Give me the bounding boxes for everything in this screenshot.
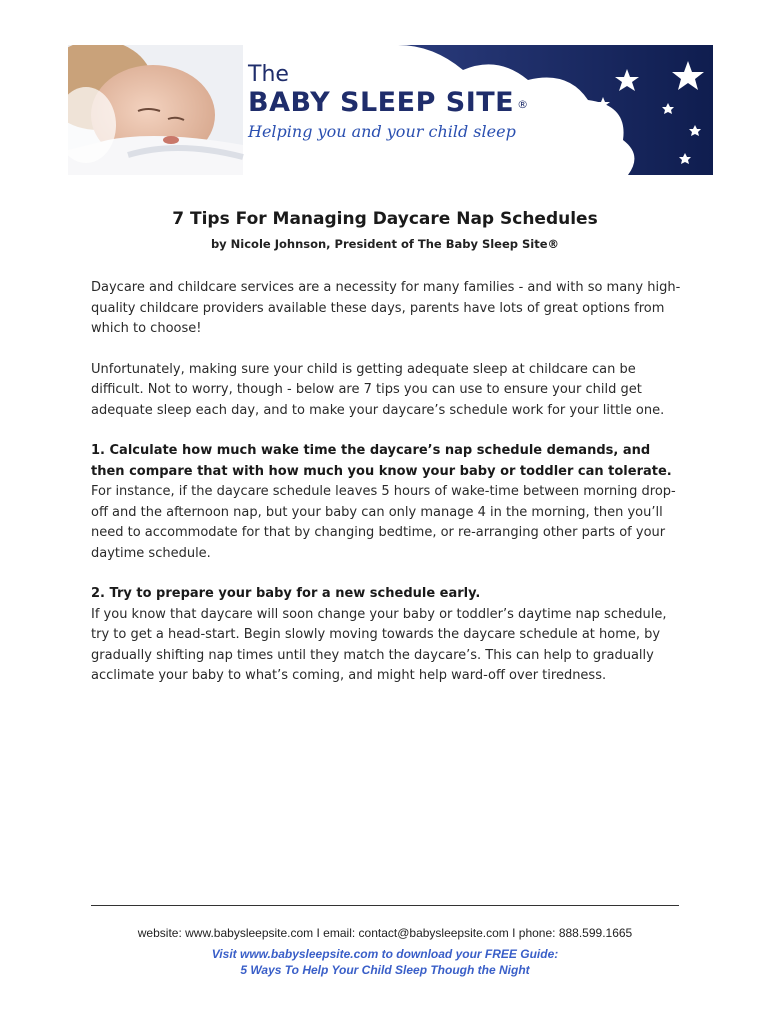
sleeping-baby-photo bbox=[68, 45, 243, 175]
article-body bbox=[91, 278, 687, 707]
tip-2-body: If you know that daycare will soon change your baby or toddler’s daytime nap schedule, try to get a head-start. Begin slowly moving towards the daycare schedule at home, by gradually shifting nap times until they match the daycare’s. This can help to gradually acclimate your baby to what’s coming, and might help ward-off over tiredness. bbox=[91, 606, 667, 683]
intro-paragraph-2: Unfortunately, making sure your child is getting adequate sleep at childcare can be difficult. Not to worry, though - below are 7 tips you can use to ensure your child get adequate sleep each day, and to make your daycare’s schedule work for your little one. bbox=[91, 361, 665, 418]
footer-contact: website: www.babysleepsite.com I email: contact@babysleepsite.com I phone: 888.599.1665 bbox=[137, 926, 633, 940]
promo-line-1: Visit www.babysleepsite.com to download your FREE Guide: bbox=[211, 947, 559, 961]
intro-paragraph-1: Daycare and childcare services are a necessity for many families - and with so many high-quality childcare providers available these days, parents have lots of great options from which to choose! bbox=[91, 280, 681, 336]
tip-1-heading: 1. Calculate how much wake time the daycare’s nap schedule demands, and then compare that with how much you know your baby or toddler can tolerate. bbox=[91, 443, 672, 479]
brand-tagline: Helping you and your child sleep bbox=[248, 122, 516, 141]
brand-logo bbox=[248, 63, 529, 143]
registered-mark: ® bbox=[517, 98, 529, 111]
footer-promo bbox=[0, 946, 770, 978]
tip-2 bbox=[91, 584, 687, 687]
tip-1-body: For instance, if the daycare schedule leaves 5 hours of wake-time between morning drop-off and the afternoon nap, but your baby can only manage 4 in the morning, then you’ll need to accommodate for that by changing bedtime, or re-arranging other parts of your daytime schedule. bbox=[91, 484, 676, 561]
article-title: 7 Tips For Managing Daycare Nap Schedules bbox=[172, 209, 598, 229]
article-byline: by Nicole Johnson, President of The Baby Sleep Site® bbox=[210, 237, 560, 251]
brand-name bbox=[248, 87, 529, 119]
tip-1 bbox=[91, 441, 687, 564]
promo-line-2: 5 Ways To Help Your Child Sleep Though the Night bbox=[240, 963, 530, 977]
footer-divider bbox=[91, 905, 679, 906]
brand-the: The bbox=[248, 62, 289, 87]
header-banner bbox=[68, 45, 713, 175]
tip-2-heading: 2. Try to prepare your baby for a new schedule early. bbox=[91, 586, 481, 601]
brand-name-text: BABY SLEEP SITE bbox=[248, 87, 515, 118]
